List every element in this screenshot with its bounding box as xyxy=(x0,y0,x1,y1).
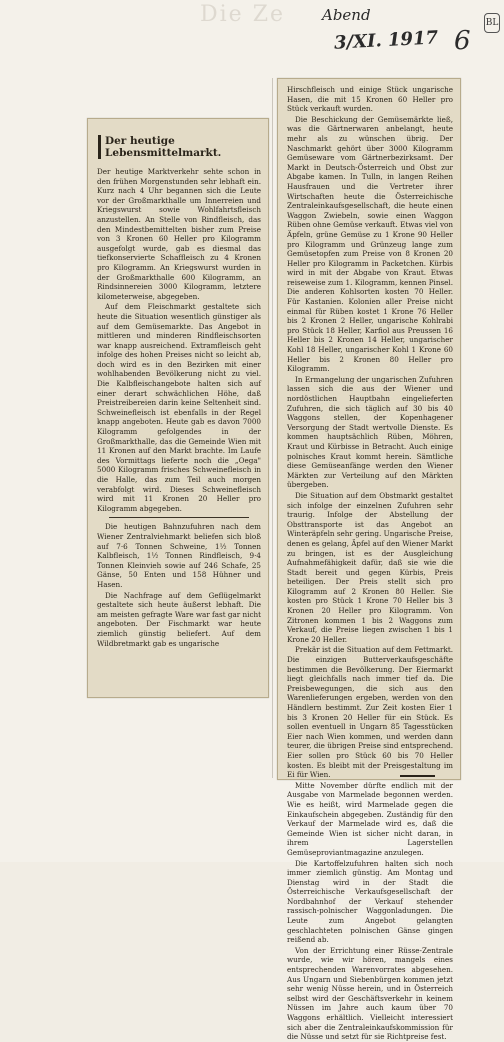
paragraph: Der heutige Marktverkehr sehte schon in den frühen Morgenstunden sehr lebhaft ein. Kurz nach 4 Uhr begannen sich die Leute vor der Großmarkthalle um Innerreien und Kriegswurst sowie Wohlfahrtsfleisch anzustellen. An Stelle von Rindfleisch, das den Mindestbemittelten bisher zum Preise von 3 Kronen 60 Heller pro Kilogramm ausgefolgt wurde, gab es diesmal das tiefkonservierte Schaffleisch zu 4 Kronen pro Kilogramm. An Kriegswurst wurden in der Großmarkthalle 600 Kilogramm, an Rindsinnereien 3000 Kilogramm, letztere kilometerweise, abgegeben. xyxy=(97,167,261,301)
article-headline: Der heutige Lebensmittelmarkt. xyxy=(98,135,260,159)
paper-fold-line xyxy=(272,78,273,778)
paragraph: Die Beschickung der Gemüsemärkte ließ, was die Gärtnerwaren anbelangt, heute mehr als zu wünschen übrig. Der Naschmarkt gehört über 3000 Kilogramm Gemüseware vom Gärtnerbezirksamt. Der Markt in Deutsch-Österreich und Obst zur Abgabe kamen. In Tulln, in langen Reihen Hausfrauen und die Vertreter ihrer Wirtschaften heute die Österreichische Zentraleinkaufsgesellschaft, die heute einen Waggon Zwiebeln, sowie einen Waggon Rüben ohne Gemüse verkauft. Etwas viel von Äpfeln, grüne Gemüse zu 1 Krone 90 Heller pro Kilogramm und Grünzeug lange zum Gemüsetopfen zum Preise von 8 Kronen 20 Heller pro Kilogramm in Packetchen. Kürbis wird in mit der Abgabe von Kraut. Etwas reiseweise zum 1. Kilogramm, kennen Pinsel. Die anderen Kohlsorten kosten 70 Heller. Für Kastanien. Kolonien aller Preise nicht einmal für Rüben kostet 1 Krone 76 Heller bis 2 Kronen 2 Heller, ungarische Kohlrabi pro Stück 18 Heller, Karfiol aus Preussen 16 Heller bis 2 Kronen 14 Heller, ungarischer Kohl 18 Heller, ungarischer Kohl 1 Krone 60 Heller bis 2 Kronen 80 Heller pro Kilogramm. xyxy=(287,114,453,374)
paragraph: Mitte November dürfte endlich mit der Ausgabe von Marmelade begonnen werden. Wie es heißt, wird Marmelade gegen die Einkaufschein abgegeben. Zuständig für den Verkauf der Marmelade wird es, daß die Gemeinde Wien ist sicher nicht daran, in ihrem Lagerstellen Gemüseproviantmagazine anzulegen. xyxy=(287,780,453,857)
archive-stamp: BL xyxy=(484,13,500,33)
paragraph: Die Nachfrage auf dem Geflügelmarkt gestaltete sich heute äußerst lebhaft. Die am meisten gefragte Ware war fast gar nicht angeboten. Der Fischmarkt war heute ziemlich günstig beliefert. Auf dem Wildbretmarkt gab es ungarische xyxy=(97,590,261,648)
handwritten-page-number: 6 xyxy=(454,26,471,56)
handwritten-date: 3/XI. 1917 xyxy=(333,27,439,54)
paragraph: Auf dem Fleischmarkt gestaltete sich heute die Situation wesentlich günstiger als auf dem Gemüsemarkte. Das Angebot in mittleren und minderen Rindfleischsorten war knapp ausreichend. Extramfleisch geht infolge des hohen Preises nicht so leicht ab, doch wird es in den Bezirken mit einer wohlhabenden Bevölkerung nicht zu viel. Die Kalbfleischangebote halten sich auf einer derart schwächlichen Höhe, daß Preistreibereien darin keine Seltenheit sind. Schweinefleisch ist ebenfalls in der Regel knapp angeboten. Heute gab es davon 7000 Kilogramm gefolgendes in der Großmarkthalle, das die Gemeinde Wien mit 11 Kronen auf den Markt brachte. Im Laufe des Vormittags lieferte noch die „Oega" 5000 Kilogramm frisches Schweinefleisch in die Halle, das zum Teil auch morgen verabfolgt wird. Dieses Schweinefleisch wird mit 11 Kronen 20 Heller pro Kilogramm abgegeben. xyxy=(97,302,261,513)
article-body-left xyxy=(97,167,261,648)
newspaper-clipping-right xyxy=(277,78,461,1042)
paragraph: In Ermangelung der ungarischen Zufuhren lassen sich die aus der Wiener und nordöstlichen Hauptbahn eingelieferten Zufuhren, die sich täglich auf 30 bis 40 Waggons stellen, der Kopenhagener Versorgung der Stadt wertvolle Dienste. Es kommen hauptsächlich Rüben, Möhren, Kraut und Kürbisse in Betracht. Auch einige polnisches Kraut kommt herein. Sämtliche diese Gemüseanfänge werden den Wiener Märkten zur Verteilung auf den Märkten übergeben. xyxy=(287,374,453,490)
paragraph: Die Kartoffelzufuhren halten sich noch immer ziemlich günstig. Am Montag und Dienstag wird in der Stadt die Österreichische Verkaufsgesellschaft der Nordbahnhof der Verkauf stehender rassisch-polnischer Waggonladungen. Die Leute zum Angebot gelangten geschlachteten polnischen Gänse gingen reißend ab. xyxy=(287,858,453,945)
paragraph: Die heutigen Bahnzufuhren nach dem Wiener Zentralviehmarkt beliefen sich bloß auf 7·6 Tonnen Schweine, 1½ Tonnen Kalbfleisch, 1½ Tonnen Rindfleisch, 9·4 Tonnen Kleinvieh sowie auf 246 Schafe, 25 Gänse, 50 Enten und 158 Hühner und Hasen. xyxy=(97,522,261,589)
paragraph: Prekär ist die Situation auf dem Fettmarkt. Die einzigen Butterverkaufsgeschäfte bestimmen die Bevölkerung. Der Eiermarkt liegt gleichfalls nach immer tief da. Die Preisbewegungen, die sich aus den Warenlieferungen ergeben, werden von den Händlern bestimmt. Zur Zeit kosten Eier 1 bis 3 Kronen 20 Heller für ein Stück. Es sollen eventuell in Ungarn 85 Tagesstücken Eier nach Wien kommen, und werden dann teurer, die übrigen Preise sind entsprechend. Eier sollen pro Stück 60 bis 70 Heller kosten. Es bleibt mit der Preisgestaltung im Ei für Wien. xyxy=(287,645,453,780)
article-end-rule xyxy=(400,775,435,777)
paragraph: Hirschfleisch und einige Stück ungarische Hasen, die mit 15 Kronen 60 Heller pro Stück verkauft wurden. xyxy=(287,85,453,114)
newspaper-clipping-left xyxy=(87,118,269,698)
paragraph: Die Situation auf dem Obstmarkt gestaltet sich infolge der einzelnen Zufuhren sehr traurig. Infolge der Abstellung der Obsttransporte ist das Angebot an Winteräpfeln sehr gering. Ungarische Preise, denen es gelang, Äpfel auf den Wiener Markt zu bringen, ist es der Ausgleichung Aufnahmefähigkeit dafür, daß sie wie die Stadt bereit und gegen Kürbis, Preis beteiligen. Der Preis stellt sich pro Kilogramm auf 2 Kronen 80 Heller. Sie kosten pro Stück 1 Krone 70 Heller bis 3 Kronen 20 Heller pro Kilogramm. Von Zitronen kommen 1 bis 2 Waggons zum Verkauf, die Preise liegen zwischen 1 bis 1 Krone 20 Heller. xyxy=(287,490,453,644)
bleed-through-text: Die Ze xyxy=(200,2,285,27)
handwritten-edition-note: Abend xyxy=(322,6,371,24)
divider xyxy=(109,517,249,518)
paragraph: Von der Errichtung einer Rüsse-Zentrale wurde, wie wir hören, mangels eines entsprechenden Warenvorrates abgesehen. Aus Ungarn und Siebenbürgen kommen jetzt sehr wenig Nüsse herein, und in Österreich selbst wird der Geschäftsverkehr in keinem Nüssen im Jahre auch kaum über 70 Waggons erhältlich. Vielleicht interessiert sich aber die Zentraleinkaufskommission für die Nüsse und setzt für sie Richtpreise fest. xyxy=(287,945,453,1042)
article-body-right xyxy=(287,85,453,1042)
